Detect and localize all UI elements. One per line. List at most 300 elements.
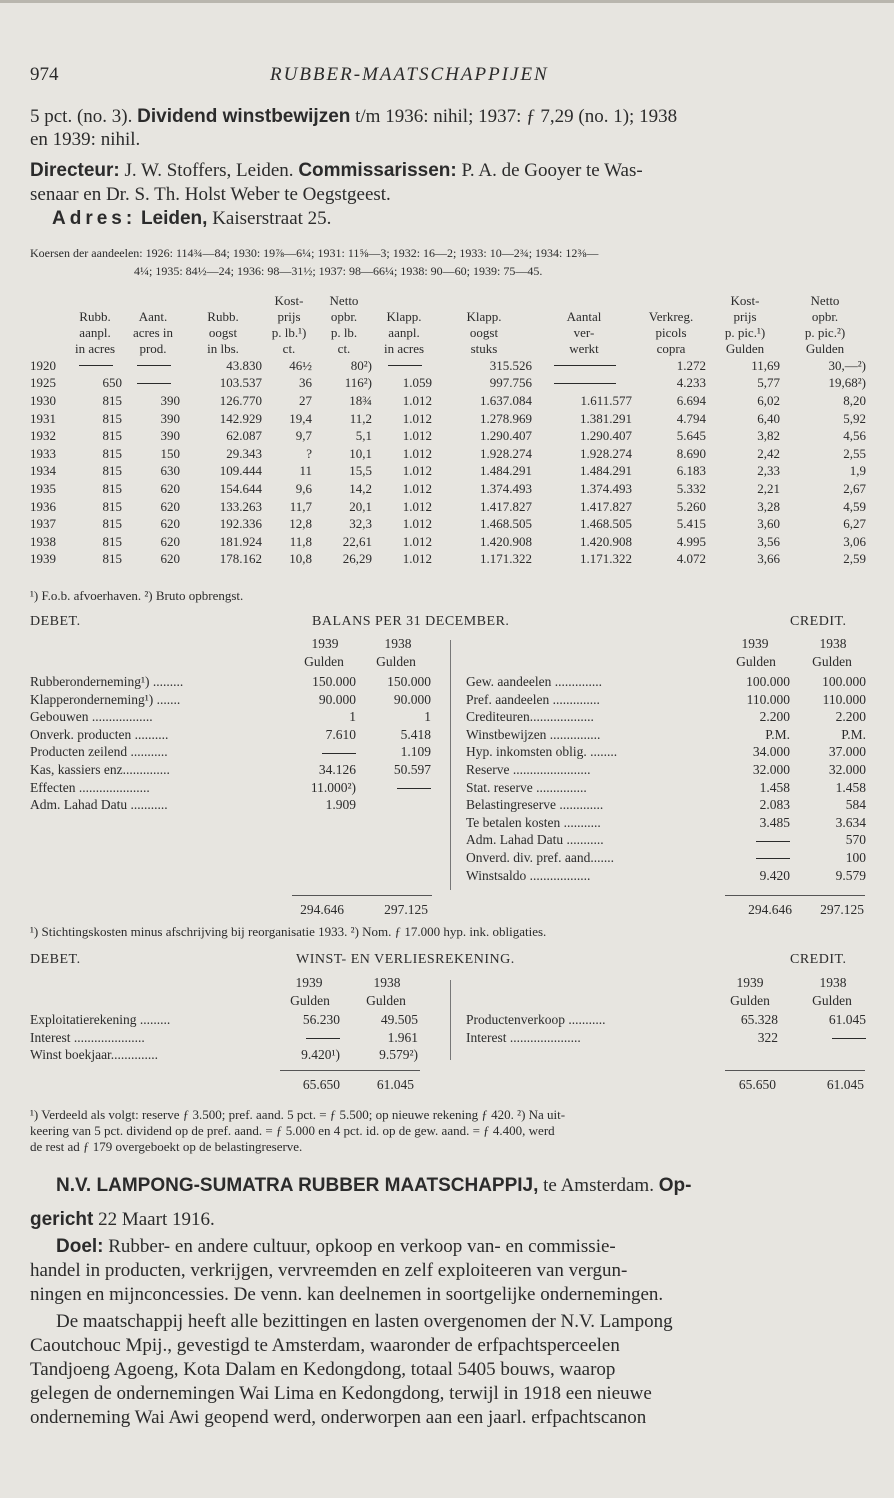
dash-mark bbox=[832, 1038, 866, 1039]
balans-credit-unit1: Gulden bbox=[736, 654, 776, 669]
table-cell bbox=[534, 357, 634, 375]
table-cell: 14,2 bbox=[349, 480, 372, 496]
table-cell: 4.794 bbox=[676, 410, 706, 426]
ledger-item-value: 2.083 bbox=[759, 797, 790, 813]
ledger-item-value: 5.418 bbox=[400, 726, 431, 742]
ledger-item-value: 50.597 bbox=[393, 762, 431, 777]
table-cell: 80²) bbox=[350, 357, 372, 373]
table-cell: 15,5 bbox=[349, 463, 372, 479]
table-header-cell: oogst bbox=[469, 325, 499, 340]
table-header-cell: Netto bbox=[329, 293, 359, 308]
ledger-item-value: 100.000 bbox=[822, 674, 866, 689]
table-year-cell: 1937 bbox=[30, 516, 56, 532]
table-header-cell: aanpl. bbox=[388, 325, 420, 340]
table-cell: 11,69 bbox=[751, 357, 780, 373]
table-year-cell: 1925 bbox=[30, 375, 56, 391]
table-cell: 20,1 bbox=[349, 498, 372, 514]
opgericht-label-a: Op- bbox=[658, 1175, 692, 1196]
balans-debet-year1: 1939 bbox=[311, 636, 339, 651]
table-cell: 32,3 bbox=[349, 516, 372, 532]
ledger-item-label: Exploitatierekening ......... bbox=[30, 1012, 171, 1027]
winst-credit-unit1: Gulden bbox=[730, 993, 770, 1008]
ledger-item-value: 34.000 bbox=[752, 744, 790, 760]
table-row bbox=[28, 480, 868, 498]
table-header-cell bbox=[374, 293, 434, 309]
table-cell: 2,55 bbox=[843, 445, 866, 461]
table-cell: 815 bbox=[102, 463, 122, 479]
ledger-item-value: 100 bbox=[845, 850, 866, 865]
table-cell: 815 bbox=[102, 445, 122, 461]
table-header-cell: Klapp. bbox=[466, 309, 502, 324]
table-header-cell bbox=[28, 325, 66, 341]
winst-debet-total-1939: 65.650 bbox=[302, 1077, 340, 1092]
table-cell: 630 bbox=[160, 463, 180, 479]
balans-credit-year1: 1939 bbox=[741, 636, 769, 651]
dash-mark bbox=[397, 788, 431, 789]
ledger-item-value: 570 bbox=[845, 832, 866, 848]
dash-mark bbox=[306, 1038, 340, 1039]
ledger-item-value: 110.000 bbox=[746, 691, 790, 707]
table-cell: 30,—²) bbox=[828, 357, 866, 373]
para-line-4: gelegen de ondernemingen Wai Lima en Kedongdong, terwijl in 1918 een nieuwe bbox=[30, 1383, 652, 1404]
ledger-item-value: 1 bbox=[424, 709, 431, 725]
table-cell: 1.012 bbox=[402, 463, 432, 479]
table-header-cell: ct. bbox=[282, 341, 296, 356]
table-cell: 620 bbox=[160, 516, 180, 532]
ledger-item-value: 49.505 bbox=[380, 1012, 418, 1027]
table-cell: 11,2 bbox=[349, 410, 372, 426]
table-cell: 3,56 bbox=[757, 533, 780, 549]
winst-footnote-3: de rest ad ƒ 179 overgeboekt op de belastingreserve. bbox=[30, 1139, 303, 1154]
table-header-row bbox=[28, 341, 868, 357]
table-header-row bbox=[28, 293, 868, 309]
table-cell: 815 bbox=[102, 410, 122, 426]
ledger-item-label: Effecten ..................... bbox=[30, 779, 150, 795]
table-cell: 6.694 bbox=[676, 392, 706, 408]
dash-mark bbox=[388, 365, 422, 366]
table-row bbox=[28, 463, 868, 481]
koersen-line-1: Koersen der aandeelen: 1926: 114¾—84; 1930: 19⅞—6¼; 1931: 11⅝—3; 1932: 16—2; 1933: 10—2¾; 1934: 12⅜— bbox=[30, 246, 599, 260]
winst-debet-year2: 1938 bbox=[373, 975, 401, 990]
table-header-cell: opbr. bbox=[811, 309, 839, 324]
table-cell: 5,92 bbox=[843, 410, 866, 426]
ledger-item-value: 90.000 bbox=[318, 691, 356, 707]
winst-debet-unit1: Gulden bbox=[290, 993, 330, 1008]
table-cell: 2,33 bbox=[757, 463, 780, 479]
table-cell: 9,7 bbox=[295, 428, 312, 444]
table-row bbox=[28, 375, 868, 393]
table-cell: 815 bbox=[102, 516, 122, 532]
balans-credit-year2: 1938 bbox=[819, 636, 847, 651]
ledger-item-value: 32.000 bbox=[828, 762, 866, 777]
ledger-item-value bbox=[268, 1030, 340, 1046]
table-header-cell bbox=[434, 293, 534, 309]
dash-mark bbox=[322, 753, 356, 754]
table-header-cell: ver- bbox=[573, 325, 595, 340]
ledger-item-label: Te betalen kosten ........... bbox=[466, 814, 601, 830]
table-cell bbox=[66, 357, 124, 375]
table-header-cell bbox=[66, 293, 124, 309]
table-cell: 9,6 bbox=[295, 480, 312, 496]
winst-debet-total-rule bbox=[280, 1070, 420, 1071]
ledger-item-value bbox=[794, 1030, 866, 1046]
table-cell: 46½ bbox=[289, 357, 312, 373]
opgericht-date: 22 Maart 1916. bbox=[98, 1209, 215, 1230]
table-header-cell: Kost- bbox=[274, 293, 304, 308]
table-cell: 1.171.322 bbox=[480, 551, 532, 567]
table-cell: 620 bbox=[160, 480, 180, 496]
table-cell: 4.995 bbox=[676, 533, 706, 549]
ledger-item-label: Rubberonderneming¹) ......... bbox=[30, 674, 184, 689]
table-year-cell: 1933 bbox=[30, 445, 56, 461]
table-cell: 390 bbox=[160, 410, 180, 426]
ledger-item-value: 1.458 bbox=[835, 779, 866, 795]
table-header-cell: in lbs. bbox=[207, 341, 239, 356]
winst-footnote-1: ¹) Verdeeld als volgt: reserve ƒ 3.500; pref. aand. 5 pct. = ƒ 5.500; op nieuwe rekening ƒ 420. ²) Na uit- bbox=[30, 1107, 566, 1122]
table-header-cell: in acres bbox=[74, 341, 116, 356]
ledger-item-value: 3.634 bbox=[835, 814, 866, 830]
table-cell: 1.059 bbox=[402, 375, 432, 391]
table-cell: 3,60 bbox=[757, 516, 780, 532]
winst-credit-year1: 1939 bbox=[736, 975, 764, 990]
winst-credit-year2: 1938 bbox=[819, 975, 847, 990]
directeur-label: Directeur: bbox=[30, 160, 120, 181]
winst-credit-total-1938: 61.045 bbox=[826, 1077, 864, 1092]
balans-debet-total-1938: 297.125 bbox=[384, 902, 428, 917]
table-header-cell: p. pic.¹) bbox=[724, 325, 766, 340]
table-header-row bbox=[28, 309, 868, 325]
dividend-line-2: en 1939: nihil. bbox=[30, 129, 141, 150]
ledger-item-value: 150.000 bbox=[312, 674, 356, 689]
table-cell: 1.420.908 bbox=[580, 533, 632, 549]
table-header-cell: picols bbox=[655, 325, 687, 340]
para-line-5: onderneming Wai Awi geopend werd, onderworpen aan een jaarl. erfpachtscanon bbox=[30, 1407, 647, 1428]
table-cell: 1.171.322 bbox=[580, 551, 632, 567]
doel-label: Doel: bbox=[56, 1236, 104, 1257]
winst-debet-total-1938: 61.045 bbox=[376, 1077, 414, 1092]
ledger-item-label: Winstsaldo .................. bbox=[466, 867, 591, 883]
table-row bbox=[28, 427, 868, 445]
ledger-item-label: Pref. aandeelen .............. bbox=[466, 691, 600, 707]
ledger-item-value: 34.126 bbox=[318, 762, 356, 777]
ledger-item-value: 61.045 bbox=[828, 1012, 866, 1027]
table-year-cell: 1932 bbox=[30, 428, 56, 444]
balans-debet-total-rule bbox=[292, 895, 432, 896]
table-cell: 2,59 bbox=[843, 551, 866, 567]
table-cell: 109.444 bbox=[219, 463, 262, 479]
ledger-item-value: 9.420 bbox=[759, 867, 790, 883]
balans-title: BALANS PER 31 DECEMBER. bbox=[312, 614, 510, 629]
commissarissen-label: Commissarissen: bbox=[298, 160, 457, 181]
table-cell: 18¾ bbox=[349, 392, 372, 408]
balans-credit-total-rule bbox=[725, 895, 865, 896]
commissarissen-names: P. A. de Gooyer te Was- bbox=[461, 160, 643, 181]
table-cell: 4.072 bbox=[676, 551, 706, 567]
dividend-line bbox=[30, 106, 866, 128]
table-header-row bbox=[28, 325, 868, 341]
table-header-cell: Klapp. bbox=[386, 309, 422, 324]
table-cell: 6.183 bbox=[676, 463, 706, 479]
table-cell: 1.928.274 bbox=[480, 445, 532, 461]
table-cell: 26,29 bbox=[342, 551, 372, 567]
table-cell: 1.012 bbox=[402, 533, 432, 549]
ledger-item-value: P.M. bbox=[841, 726, 866, 742]
table-cell: 1.374.493 bbox=[580, 480, 632, 496]
table-cell: 29.343 bbox=[226, 445, 262, 461]
company2-location: te Amsterdam. bbox=[543, 1175, 654, 1196]
table-row bbox=[28, 410, 868, 428]
table-cell bbox=[124, 375, 182, 393]
table-cell: 4,56 bbox=[843, 428, 866, 444]
table-header-cell: Gulden bbox=[725, 341, 765, 356]
ledger-item-value: 7.610 bbox=[325, 726, 356, 742]
table-header-cell bbox=[28, 309, 66, 325]
dash-mark bbox=[554, 365, 616, 366]
table-cell: 19,4 bbox=[289, 410, 312, 426]
table-cell: 8.690 bbox=[676, 445, 706, 461]
ledger-item-label: Productenverkoop ........... bbox=[466, 1012, 606, 1027]
table-year-cell: 1931 bbox=[30, 410, 56, 426]
table-cell: 36 bbox=[299, 375, 312, 391]
table-cell: 390 bbox=[160, 428, 180, 444]
ledger-item-value: 1.458 bbox=[759, 779, 790, 795]
table-header-cell: acres in bbox=[132, 325, 174, 340]
winst-credit-unit2: Gulden bbox=[812, 993, 852, 1008]
table-header-cell: werkt bbox=[569, 341, 599, 356]
ledger-item-value: 2.200 bbox=[835, 709, 866, 725]
table-cell: 815 bbox=[102, 480, 122, 496]
ledger-item-label: Onverk. producten .......... bbox=[30, 726, 169, 742]
table-header-cell: p. lb.¹) bbox=[271, 325, 307, 340]
table-cell: 4,59 bbox=[843, 498, 866, 514]
table-cell: 192.336 bbox=[219, 516, 262, 532]
table-row bbox=[28, 533, 868, 551]
table-header-cell: copra bbox=[656, 341, 686, 356]
table-cell: 390 bbox=[160, 392, 180, 408]
ledger-item-value: 1.909 bbox=[325, 797, 356, 813]
table-cell: 10,8 bbox=[289, 551, 312, 567]
ledger-item-label: Winst boekjaar.............. bbox=[30, 1047, 159, 1063]
table-cell: 2,67 bbox=[843, 480, 866, 496]
table-cell: 1.290.407 bbox=[580, 428, 632, 444]
table-cell: 1.417.827 bbox=[480, 498, 532, 514]
ledger-item-value: 584 bbox=[845, 797, 866, 813]
ledger-item-label: Kas, kassiers enz.............. bbox=[30, 762, 170, 777]
ledger-item-label: Gew. aandeelen .............. bbox=[466, 674, 602, 689]
table-cell: 815 bbox=[102, 533, 122, 549]
winst-debet-year1: 1939 bbox=[295, 975, 323, 990]
ledger-item-value: 322 bbox=[757, 1029, 778, 1045]
winst-footnote-2: keering van 5 pct. dividend op de pref. aand. = ƒ 5.000 en 4 pct. id. op de gew. aand. = ƒ 4.400, werd bbox=[30, 1123, 555, 1138]
ledger-item-value bbox=[718, 832, 790, 848]
ledger-item-value: 9.579 bbox=[835, 867, 866, 883]
balans-credit-total-1938: 297.125 bbox=[820, 902, 864, 917]
table-cell: 997.756 bbox=[489, 375, 532, 391]
ledger-item-value: 1 bbox=[349, 709, 356, 725]
table-header-cell bbox=[124, 293, 182, 309]
table-row bbox=[28, 498, 868, 516]
ledger-item-label: Winstbewijzen ............... bbox=[466, 726, 601, 742]
table-cell: 1.012 bbox=[402, 480, 432, 496]
table-cell: 126.770 bbox=[219, 392, 262, 408]
ledger-item-value bbox=[361, 780, 431, 796]
table-cell: 5.645 bbox=[676, 428, 706, 444]
doel-text-1: Rubber- en andere cultuur, opkoop en verkoop van- en commissie- bbox=[108, 1236, 616, 1257]
directors-line bbox=[30, 160, 866, 182]
table-cell bbox=[374, 357, 434, 375]
opgericht-label-b: gericht bbox=[30, 1209, 94, 1230]
table-header-cell: Verkreg. bbox=[648, 309, 694, 324]
table-cell: 22,61 bbox=[342, 533, 372, 549]
ledger-item-label: Interest ..................... bbox=[30, 1029, 145, 1045]
ledger-item-value: 90.000 bbox=[393, 691, 431, 707]
winst-credit-label: CREDIT. bbox=[790, 952, 847, 967]
table-header-cell: Aant. bbox=[138, 309, 168, 324]
dash-mark bbox=[756, 858, 790, 859]
dash-mark bbox=[79, 365, 113, 366]
table-cell: 5,1 bbox=[355, 428, 372, 444]
balans-debet-year2: 1938 bbox=[384, 636, 412, 651]
table-cell: 6,40 bbox=[757, 410, 780, 426]
table-cell: 116²) bbox=[344, 375, 372, 391]
table-header-cell: p. lb. bbox=[330, 325, 358, 340]
balans-credit-unit2: Gulden bbox=[812, 654, 852, 669]
balans-debet-total-1939: 294.646 bbox=[300, 902, 344, 917]
table-cell: 815 bbox=[102, 428, 122, 444]
table-header-cell: oogst bbox=[208, 325, 238, 340]
table-cell: 1.012 bbox=[402, 498, 432, 514]
table-cell: 150 bbox=[160, 445, 180, 461]
balans-credit-total-1939: 294.646 bbox=[748, 902, 792, 917]
ledger-item-label: Stat. reserve ............... bbox=[466, 779, 587, 795]
winst-debet-label: DEBET. bbox=[30, 952, 81, 967]
ledger-item-value: 1.961 bbox=[387, 1029, 418, 1045]
table-cell: 1.417.827 bbox=[580, 498, 632, 514]
balans-debet-unit1: Gulden bbox=[304, 654, 344, 669]
dividend-values: t/m 1936: nihil; 1937: ƒ 7,29 (no. 1); 1938 bbox=[355, 106, 678, 127]
production-table bbox=[28, 293, 868, 568]
winst-debet-unit2: Gulden bbox=[366, 993, 406, 1008]
table-year-cell: 1920 bbox=[30, 357, 56, 373]
company2-heading bbox=[56, 1175, 866, 1197]
table-cell: 133.263 bbox=[219, 498, 262, 514]
koersen-line-2: 4¼; 1935: 84½—24; 1936: 98—31½; 1937: 98—66¼; 1938: 90—60; 1939: 75—45. bbox=[134, 264, 543, 278]
table-cell: 1,9 bbox=[849, 463, 866, 479]
table-year-cell: 1935 bbox=[30, 480, 56, 496]
table-header-cell: ct. bbox=[337, 341, 351, 356]
table-header-cell bbox=[534, 293, 634, 309]
winst-credit-total-rule bbox=[725, 1070, 865, 1071]
table-header-cell: prijs bbox=[733, 309, 757, 324]
ledger-item-value: 1.109 bbox=[400, 744, 431, 760]
table-header-cell: in acres bbox=[383, 341, 425, 356]
table-cell: 6,27 bbox=[843, 516, 866, 532]
table-cell: 27 bbox=[299, 392, 312, 408]
table-year-cell: 1939 bbox=[30, 551, 56, 567]
table-cell: 620 bbox=[160, 551, 180, 567]
ledger-item-value: 3.485 bbox=[759, 814, 790, 830]
table-cell: 3,28 bbox=[757, 498, 780, 514]
table-cell: 2,21 bbox=[757, 480, 780, 496]
table-header-cell: Rubb. bbox=[79, 309, 111, 324]
table-header-cell bbox=[28, 293, 66, 309]
dash-mark bbox=[137, 383, 171, 384]
table-cell: 11,7 bbox=[289, 498, 312, 514]
table-cell: 1.290.407 bbox=[480, 428, 532, 444]
table-cell: 1.420.908 bbox=[480, 533, 532, 549]
page-number: 974 bbox=[30, 64, 59, 85]
table-header-cell: aanpl. bbox=[79, 325, 111, 340]
table-cell: 178.162 bbox=[219, 551, 262, 567]
balans-credit-label: CREDIT. bbox=[790, 614, 847, 629]
table-cell: 1.611.577 bbox=[580, 392, 632, 408]
dash-mark bbox=[756, 841, 790, 842]
address-line bbox=[52, 208, 888, 230]
table-cell: 1.012 bbox=[402, 392, 432, 408]
table-cell: 5.332 bbox=[676, 480, 706, 496]
table-cell: 154.644 bbox=[219, 480, 262, 496]
table-cell: 5.415 bbox=[676, 516, 706, 532]
balans-divider bbox=[450, 640, 451, 890]
table-header-cell bbox=[182, 293, 264, 309]
doel-line-1 bbox=[56, 1236, 892, 1258]
dividend-label: Dividend winstbewijzen bbox=[137, 106, 351, 127]
table-cell: 315.526 bbox=[489, 357, 532, 373]
ledger-item-value: 65.328 bbox=[740, 1012, 778, 1027]
table-row bbox=[28, 551, 868, 569]
dash-mark bbox=[554, 383, 616, 384]
table-cell: 1.637.084 bbox=[480, 392, 532, 408]
balans-debet-label: DEBET. bbox=[30, 614, 81, 629]
table-row bbox=[28, 392, 868, 410]
winst-title: WINST- EN VERLIESREKENING. bbox=[296, 952, 515, 967]
table-cell: 8,20 bbox=[843, 392, 866, 408]
table-header-cell: prod. bbox=[139, 341, 167, 356]
table-cell: 3,66 bbox=[757, 551, 780, 567]
table-cell: 3,06 bbox=[843, 533, 866, 549]
running-title: RUBBER-MAATSCHAPPIJEN bbox=[270, 64, 549, 85]
ledger-item-label: Gebouwen .................. bbox=[30, 709, 153, 725]
table-cell: 103.537 bbox=[219, 375, 262, 391]
ledger-item-value: 9.579²) bbox=[379, 1047, 418, 1063]
table-header-cell: Rubb. bbox=[207, 309, 239, 324]
table-header-cell: opbr. bbox=[330, 309, 358, 324]
table-header-cell: Netto bbox=[810, 293, 840, 308]
commissarissen-line-2: senaar en Dr. S. Th. Holst Weber te Oegstgeest. bbox=[30, 184, 391, 205]
table-cell: 2,42 bbox=[757, 445, 780, 461]
ledger-item-label: Adm. Lahad Datu ........... bbox=[466, 832, 604, 848]
table-cell: 5,77 bbox=[757, 375, 780, 391]
balans-debet-unit2: Gulden bbox=[376, 654, 416, 669]
table-header-cell bbox=[28, 341, 66, 357]
table-header-cell: Kost- bbox=[730, 293, 760, 308]
winst-credit-total-1939: 65.650 bbox=[738, 1077, 776, 1092]
table-cell: 1.278.969 bbox=[480, 410, 532, 426]
ledger-item-label: Interest ..................... bbox=[466, 1029, 581, 1045]
table-cell: 1.468.505 bbox=[580, 516, 632, 532]
table-header-cell: p. pic.²) bbox=[804, 325, 846, 340]
doel-line-3: ningen en mijnconcessies. De venn. kan deelnemen in soortgelijke ondernemingen. bbox=[30, 1284, 664, 1305]
table-header-cell bbox=[634, 293, 708, 309]
table-cell: 1.012 bbox=[402, 445, 432, 461]
ledger-item-label: Onverd. div. pref. aand....... bbox=[466, 850, 614, 865]
ledger-item-label: Adm. Lahad Datu ........... bbox=[30, 797, 168, 813]
table-cell: 815 bbox=[102, 551, 122, 567]
ledger-item-value: 100.000 bbox=[746, 674, 790, 689]
doel-line-2: handel in producten, verkrijgen, vervreemden en zelf exploiteeren van vergun- bbox=[30, 1260, 628, 1281]
ledger-item-value: 150.000 bbox=[387, 674, 431, 689]
balans-footnote: ¹) Stichtingskosten minus afschrijving bij reorganisatie 1933. ²) Nom. ƒ 17.000 hyp. ink. obligaties. bbox=[30, 924, 547, 939]
